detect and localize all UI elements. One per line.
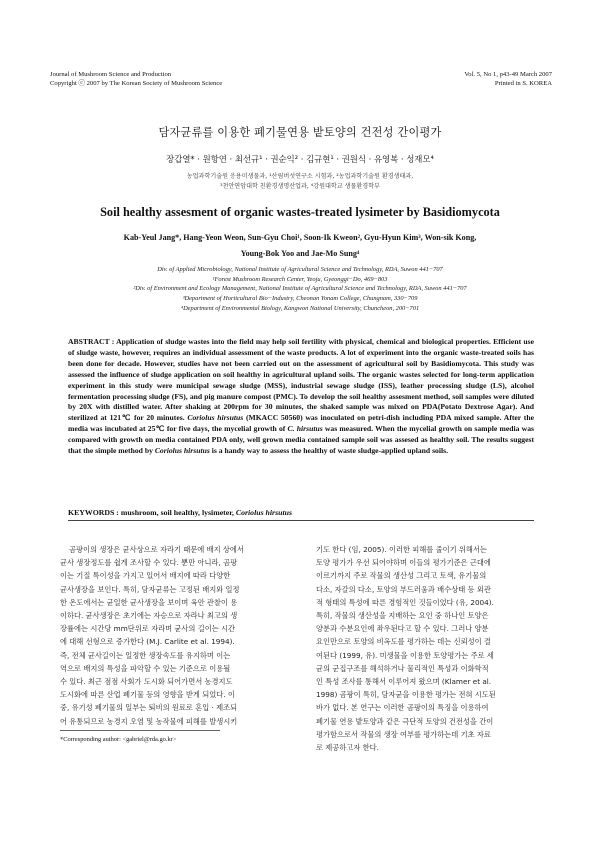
keywords-text: mushroom, soil healthy, lysimeter, [118,508,236,517]
abstract-label: ABSTRACT : [68,337,115,346]
korean-affiliation-1: 농업과학기술원 응용미생물과, ¹산림버섯연구소 시험과, ²농업과학기술원 환경생태과, [186,173,414,180]
abstract-species-3: Coriolus hirsutus [154,446,210,456]
body-text-line: 도시화에 따른 산업 폐기물 등의 영향을 받게 되었다. 이 [60,690,235,700]
body-text-line: 폐기물 연용 밭토양과 같은 극단적 토양의 건전성을 간이 [316,716,494,726]
volume-info: Vol. 5, No 1, p43-49 March 2007 [464,71,552,78]
body-text-line: 기도 한다 (임, 2005). 이러한 피해를 줄이기 위해서는 [316,545,487,554]
body-text-line: 바가 없다. 본 연구는 이러한 곰팡이의 특징을 이용하여 [316,703,489,713]
body-text-line: 수 있다. 최근 점점 사회가 도시화 되어가면서 농경지도 [60,677,233,687]
body-text-line: 곰팡이의 생장은 균사상으로 자라기 때문에 배지 상에서 [69,545,244,554]
body-text-line: 이하다. 균사생장은 초기에는 자승으로 자라나 최고의 생 [60,611,238,621]
korean-authors: 장갑열* · 원항연 · 최선규¹ · 권순익² · 김규현¹ · 권원식 · 유영복 · 성재모⁴ [166,154,434,164]
korean-title: 담자균류를 이용한 폐기물연용 밭토양의 건전성 간이평가 [158,126,442,139]
body-text-line: 양분과 수분요인에 좌우된다고 할 수 있다. 그러나 양분 [316,624,489,634]
body-text-line: 여된다 (1999, 유). 미생물을 이용한 토양평가는 주로 세 [316,650,494,660]
body-text-line: 균사 생장정도를 쉽게 조사할 수 있다. 뿐만 아니라, 곰팡 [60,558,238,568]
body-text-line: 어 유통되므로 농경지 오염 및 농작물에 피해를 발생시키 [60,716,238,726]
abstract-text-2: (MKACC 50560) was inoculated on petri-dish including PDA mixed sample. After the media was incubated at 25℃ for five days, the mycelial growth of [68,413,534,434]
journal-name: Journal of Mushroom Science and Production [50,71,172,78]
body-text-line: 로 제공하고자 한다. [316,743,379,753]
keywords-divider [68,520,534,521]
korean-affiliation-2: ³천안연암대학 친환경생명산업과, ⁴강원대학교 생물환경학부 [220,183,380,190]
body-text-line: 적 형태의 특성에 따른 경험적인 것들이었다 (유, 2004). [316,597,494,607]
body-text-line: 균사생장을 보인다. 특히, 담자균류는 고정된 배지와 일정 [60,584,240,594]
keywords-label: KEYWORDS : [68,508,119,517]
abstract-text-3: was measured. When the mycelial growth on sample media was compared with growth on media contained PDA only, well grown media contained sample soil was assesed as healthy soil. The results suggest that the simple method by [68,424,534,456]
body-text-line: 1998) 곰팡이 특히, 담자균을 이용한 평가는 전혀 시도된 [316,690,496,700]
body-text-line: 한 온도에서는 균일한 균사생장을 보이며 육안 관찰이 용 [60,597,238,607]
english-authors-1: Kab-Yeul Jang*, Hang-Yeon Weon, Sun-Gyu Choi¹, Soon-Ik Kweon², Gyu-Hyun Kim³, Won-sik Kong, [123,233,477,242]
body-text-line: 이는 기질 특이성을 가지고 있어서 배지에 따라 다양한 [60,571,231,581]
english-authors-2: Young-Bok Yoo and Jae-Mo Sung⁴ [240,249,360,258]
english-affiliation-1: Div. of Applied Microbiology, National Institute of Agricultural Science and Technology, RDA, Suwon 441−707 [157,266,443,273]
body-text-line: 다소, 자갈의 다소, 토양의 부드러움과 배수상태 등 외관 [316,584,491,594]
body-text-line: 즉, 전체 균사길이는 일정한 생장속도를 유지하며 이는 [60,650,231,660]
keywords [68,508,292,517]
body-text-line: 에 대해 선형으로 증가한다 (M.J. Carlite et al. 1994). [60,637,235,647]
corresponding-author-footnote: *Corresponding author: <gabriel@rda.go.kr> [60,736,177,743]
keywords-species: Coriolus hirsutus [235,508,293,517]
journal-header-right [464,70,552,88]
body-text-line: 균의 군집구조를 해석하거나 물리적인 특성과 이화학적 [316,663,489,673]
abstract-text-4: is a handy way to assess the healthy of waste sludge-applied upland soils. [209,446,449,456]
abstract [68,337,534,457]
footnote-divider [60,730,220,731]
body-column-right [316,543,548,754]
body-text-line: 인 특성 조사를 통해서 이루어져 왔으며 (Klamer et al. [316,677,492,687]
body-text-line: 특히, 작물의 생산성을 지배하는 요인 중 하나인 토양은 [316,611,489,621]
abstract-species-1: Coriolus hirsutus [187,413,244,423]
body-text-line: 토양 평가가 우선 되어야하며 이들의 평가기준은 근대에 [316,558,491,568]
copyright-line: Copyright ⓒ 2007 by The Korean Society of Mushroom Science [50,80,223,87]
body-column-left [60,543,292,728]
english-affiliation-5: ⁴Department of Environmental Biology, Kangwon National University, Chuncheon, 200−701 [180,305,420,312]
english-title: Soil healthy assesment of organic wastes-treated lysimeter by Basidiomycota [100,205,500,219]
abstract-text-1: Application of sludge wastes into the field may help soil fertility with physical, chemical and biological properties. Efficient use of sludge waste, however, requires an individual assessment of the waste products. A lot of experiment into the organic waste-treated soils has been done for decade. However, studies have not been carried out on the assessment of agricultural soil by Basidiomycota. This study was assessed the influence of sludge application on soil healthy in agricultural upland soils. The organic wastes selected for long-term application experiment in this study were municipal sewage sludge (MSS), industrial sewage sludge (ISS), leather processing sludge (LS), alcohol fermentation processing sludge (FS), and pig manure compost (PMC). To develop the soil healthy assesment method, soil samples were diluted by 20X with distilled water. After shaking at 200rpm for 30 minutes, the shaked sample was mixed on PDA(Potato Dextrose Agar). And sterilized at 121℃ for 20 minutes. [68,337,534,423]
abstract-species-2: C. hirsutus [287,424,323,434]
english-affiliation-3: ²Div. of Environment and Ecology Management, National Institute of Agricultural Science and Technology, RDA, Suwon 441−707 [133,285,467,292]
printed-in: Printed in S. KOREA [494,80,552,87]
body-text-line: 요인만으로 토양의 비옥도를 평가하는 데는 신뢰성이 결 [316,637,491,647]
journal-header-left [50,70,222,88]
body-text-line: 평가함으로서 작물의 생장 여부를 평가하는데 기초 자료 [316,729,491,739]
english-affiliation-2: ¹Forest Mushroom Research Center, Yeoju, Gyeonggi−Do, 469−803 [212,276,388,283]
body-text-line: 장률에는 시간당 mm단위로 자라며 균사의 길이는 시간 [60,624,236,634]
body-text-line: 역으로 배지의 특성을 파악할 수 있는 기준으로 이용될 [60,663,231,673]
body-text-line: 중, 유기성 폐기물의 일부는 퇴비의 원료로 혼입 · 제조되 [60,703,238,713]
english-affiliation-4: ³Department of Horticultural Bio−Industry, Cheonan Yonam College, Chungnam, 330−709 [182,295,418,302]
body-text-line: 이르기까지 주로 작물의 생산성 그리고 토색, 유기물의 [316,571,487,581]
